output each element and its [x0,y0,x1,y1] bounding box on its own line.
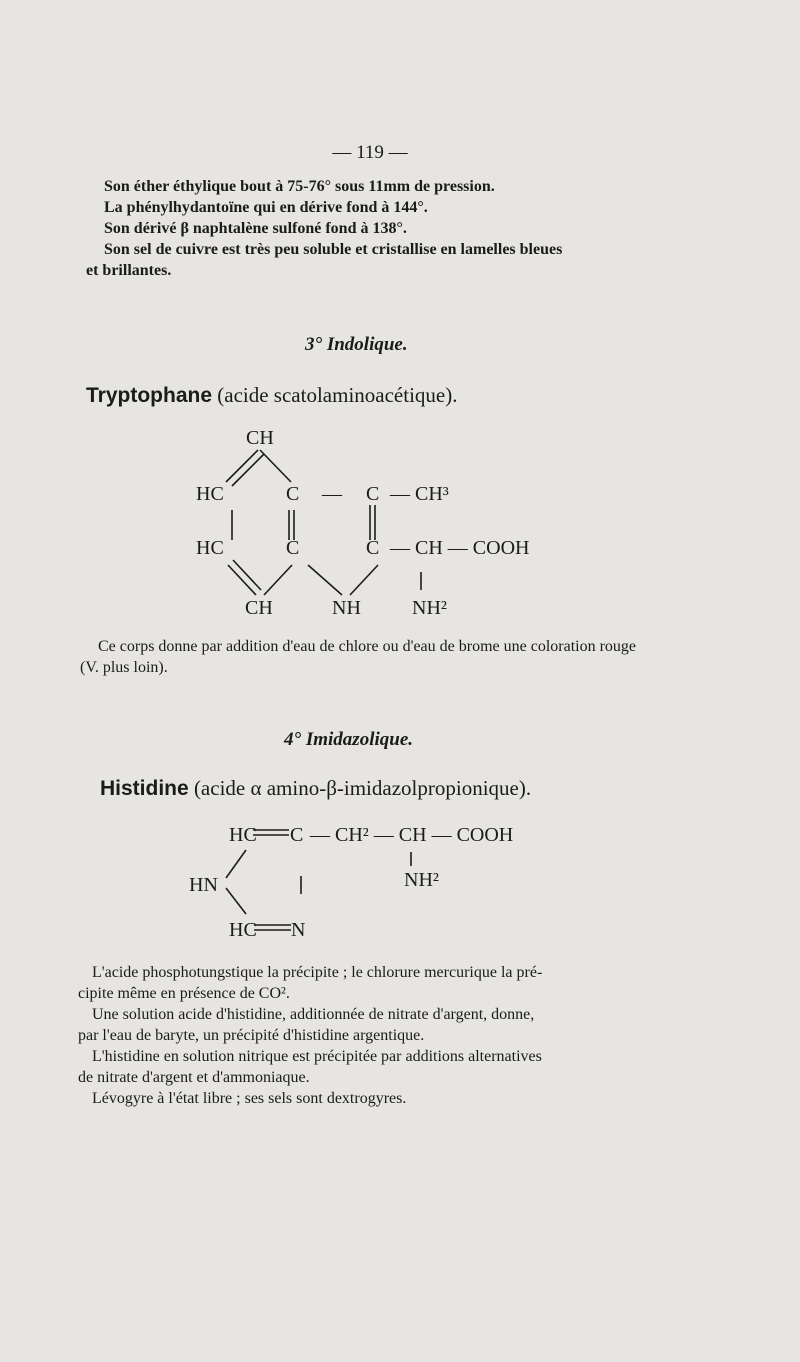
formula-atom: CH [246,427,274,449]
histidine-line: L'histidine en solution nitrique est précipitée par additions alternatives [92,1048,542,1065]
formula-group: — CH — COOH [390,537,530,559]
compound-desc: (acide α amino-β-imidazolpropionique). [193,776,532,800]
intro-line: Son éther éthylique bout à 75-76° sous 11mm de pression. [104,178,495,195]
formula-group: NH² [412,597,447,619]
section-3-title: 3° Indolique. [305,334,408,355]
formula-group: NH² [404,869,439,891]
intro-line: Son sel de cuivre est très peu soluble et cristallise en lamelles bleues [104,241,563,258]
formula-atom: NH [332,597,361,619]
formula-atom: HN [189,874,218,896]
intro-line: Son dérivé β naphtalène sulfoné fond à 138°. [104,220,407,237]
tryptophane-paragraph: Ce corps donne par addition d'eau de chlore ou d'eau de brome une coloration rouge (V. plus loin). [80,638,637,676]
histidine-line: par l'eau de baryte, un précipité d'histidine argentique. [78,1027,425,1044]
formula-group: — CH² — CH — COOH [310,824,514,846]
formula-atom: C [290,824,304,846]
histidine-line: Une solution acide d'histidine, additionnée de nitrate d'argent, donne, [92,1006,535,1023]
histidine-line: L'acide phosphotungstique la précipite ; le chlorure mercurique la pré- [92,964,543,981]
histidine-line: Lévogyre à l'état libre ; ses sels sont dextrogyres. [92,1090,407,1107]
formula-atom: HC [196,483,224,505]
compound-name: Histidine [100,777,189,800]
formula-atom: CH [245,597,273,619]
formula-atom: HC [196,537,224,559]
histidine-line: de nitrate d'argent et d'ammoniaque. [78,1069,310,1086]
formula-atom: C [286,537,300,559]
formula-atom: HC [229,919,257,941]
compound-name: Tryptophane [86,384,213,407]
page-number: — 119 — [332,142,408,163]
formula-atom: HC [229,824,257,846]
formula-atom: C [366,537,380,559]
compound-desc: (acide scatolaminoacétique). [217,383,458,407]
section-4-title: 4° Imidazolique. [284,729,414,750]
formula-bond: — [322,483,342,505]
intro-line: La phénylhydantoïne qui en dérive fond à 144°. [104,199,428,216]
formula-atom: C [286,483,300,505]
intro-line: et brillantes. [86,262,172,279]
formula-group: — CH³ [390,483,449,505]
histidine-line: cipite même en présence de CO². [78,985,290,1002]
formula-atom: N [291,919,306,941]
formula-atom: C [366,483,380,505]
histidine-paragraph [78,962,646,1109]
